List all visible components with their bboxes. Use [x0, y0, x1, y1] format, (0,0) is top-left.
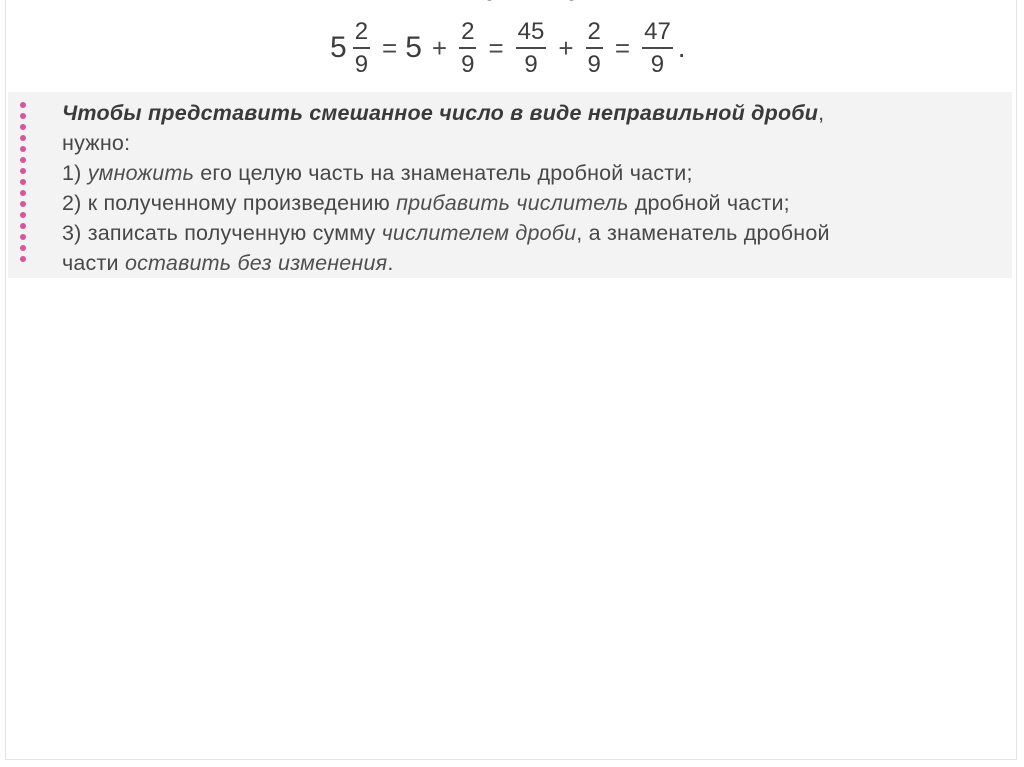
numerator: 2 [587, 17, 601, 45]
rule-line-1: Чтобы представить смешанное число в виде неправильной дроби, [62, 101, 825, 125]
emphasis: числителем дроби [381, 221, 577, 245]
fraction [516, 17, 547, 78]
rule-text [62, 98, 1002, 278]
emphasis: прибавить числитель [396, 191, 629, 215]
equals-sign: = [488, 32, 504, 63]
numerator: 2 [461, 17, 475, 45]
equals-sign: = [614, 32, 631, 63]
numerator: 2 [354, 17, 369, 45]
numerator: 47 [644, 17, 671, 45]
numerator: 45 [517, 17, 545, 45]
dotted-marker [20, 102, 28, 267]
denominator: 9 [354, 50, 369, 78]
emphasis: умножить [87, 161, 195, 185]
denominator: 9 [524, 50, 538, 78]
plus-sign: + [431, 32, 448, 63]
whole-part: 5 [330, 31, 347, 64]
plus-sign: + [558, 32, 574, 63]
mixed-number-equation [330, 18, 686, 78]
denominator: 9 [650, 50, 665, 78]
denominator: 9 [587, 50, 601, 78]
rule-line-2: нужно: [62, 131, 131, 155]
denominator: 9 [461, 50, 475, 78]
whole-part: 5 [405, 31, 422, 64]
rule-step-2: 2) к полученному произведению прибавить числитель дробной части; [62, 191, 790, 215]
emphasis: оставить без изменения [124, 251, 388, 275]
rule-step-3-continued: части оставить без изменения. [62, 251, 394, 275]
rule-step-1: 1) умножить его целую часть на знаменатель дробной части; [62, 161, 693, 185]
period: . [677, 32, 686, 63]
equals-sign: = [382, 32, 398, 63]
rule-box [8, 92, 1012, 278]
rule-step-3: 3) записать полученную сумму числителем дроби, а знаменатель дробной [62, 221, 830, 245]
fraction [586, 17, 603, 78]
fraction [459, 17, 476, 78]
rule-heading: Чтобы представить смешанное число в виде неправильной дроби [62, 101, 819, 125]
fraction [642, 17, 673, 78]
cut-off-text-fragment [472, 0, 592, 6]
fraction [353, 17, 370, 78]
